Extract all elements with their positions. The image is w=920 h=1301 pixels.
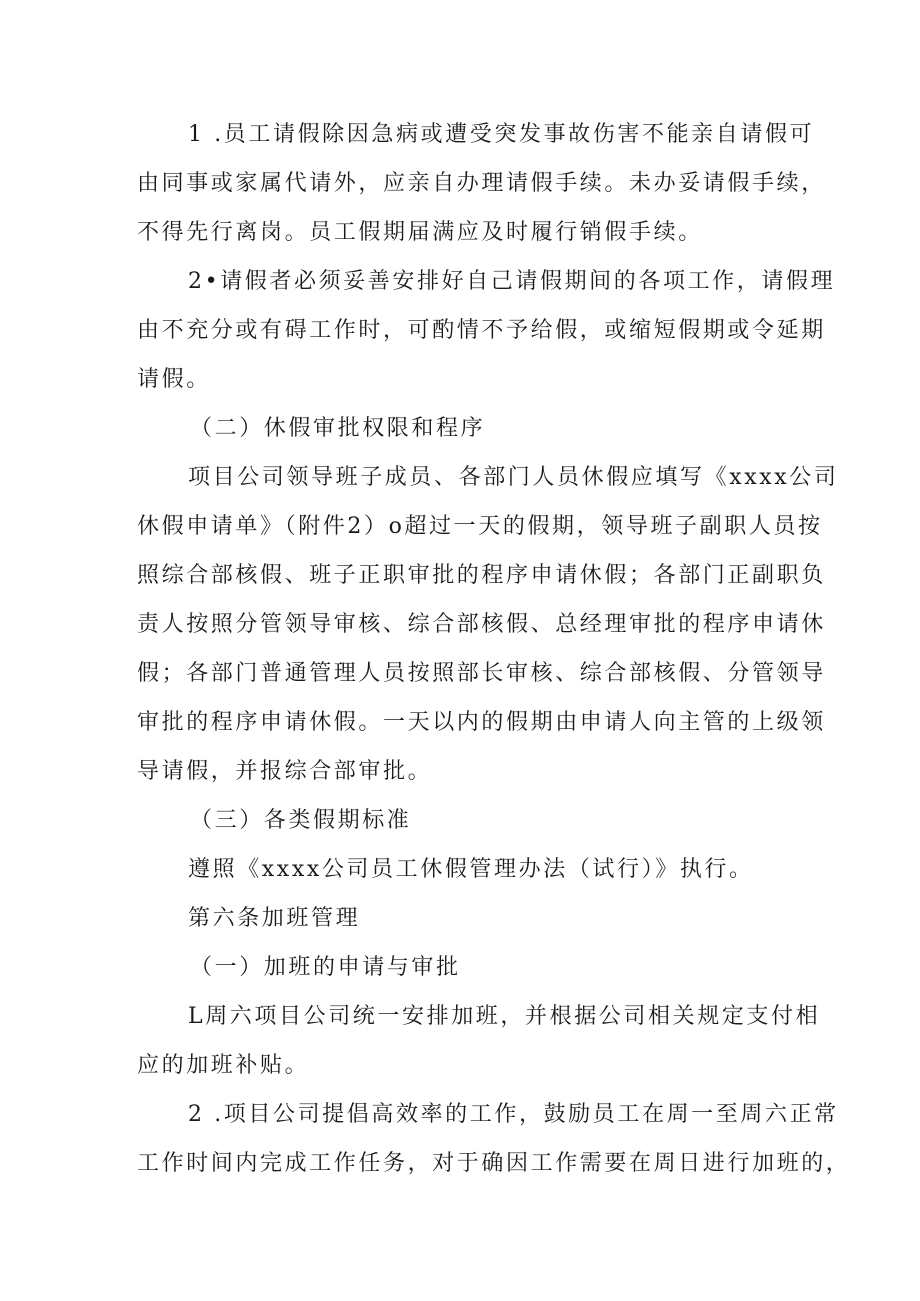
text-line: 请假。 — [137, 367, 211, 392]
section-heading: （二）休假审批权限和程序 — [190, 416, 486, 441]
text-line: 1 .员工请假除因急病或遭受突发事故伤害不能亲自请假可 — [188, 122, 815, 147]
text-line: 遵照《xxxx公司员工休假管理办法（试行）》执行。 — [188, 857, 754, 882]
text-line: 2 .项目公司提倡高效率的工作，鼓励员工在周一至周六正常 — [188, 1102, 839, 1127]
text-line: L周六项目公司统一安排加班，并根据公司相关规定支付相 — [188, 1004, 821, 1029]
text-line: 项目公司领导班子成员、各部门人员休假应填写《xxxx公司 — [188, 465, 839, 490]
text-line: 审批的程序申请休假。一天以内的假期由申请人向主管的上级领 — [137, 710, 826, 735]
text-line: 假；各部门普通管理人员按照部长审核、综合部核假、分管领导 — [137, 661, 826, 686]
text-line: 由不充分或有碍工作时，可酌情不予给假，或缩短假期或令延期 — [137, 318, 826, 343]
section-heading: （三）各类假期标准 — [190, 808, 412, 833]
text-line: 导请假，并报综合部审批。 — [137, 759, 433, 784]
text-line: 由同事或家属代请外，应亲自办理请假手续。未办妥请假手续， — [137, 171, 826, 196]
text-line: 不得先行离岗。员工假期届满应及时履行销假手续。 — [137, 220, 703, 245]
article-heading: 第六条加班管理 — [188, 906, 361, 931]
text-line: 应的加班补贴。 — [137, 1053, 310, 1078]
text-line: 照综合部核假、班子正职审批的程序申请休假；各部门正副职负 — [137, 563, 826, 588]
text-line: 休假申请单》（附件2）o超过一天的假期，领导班子副职人员按 — [137, 514, 823, 539]
text-line: 责人按照分管领导审核、综合部核假、总经理审批的程序申请休 — [137, 612, 826, 637]
section-heading: （一）加班的申请与审批 — [190, 955, 461, 980]
text-line: 2•请假者必须妥善安排好自己请假期间的各项工作，请假理 — [188, 269, 836, 294]
text-line: 工作时间内完成工作任务，对于确因工作需要在周日进行加班的， — [137, 1151, 851, 1176]
